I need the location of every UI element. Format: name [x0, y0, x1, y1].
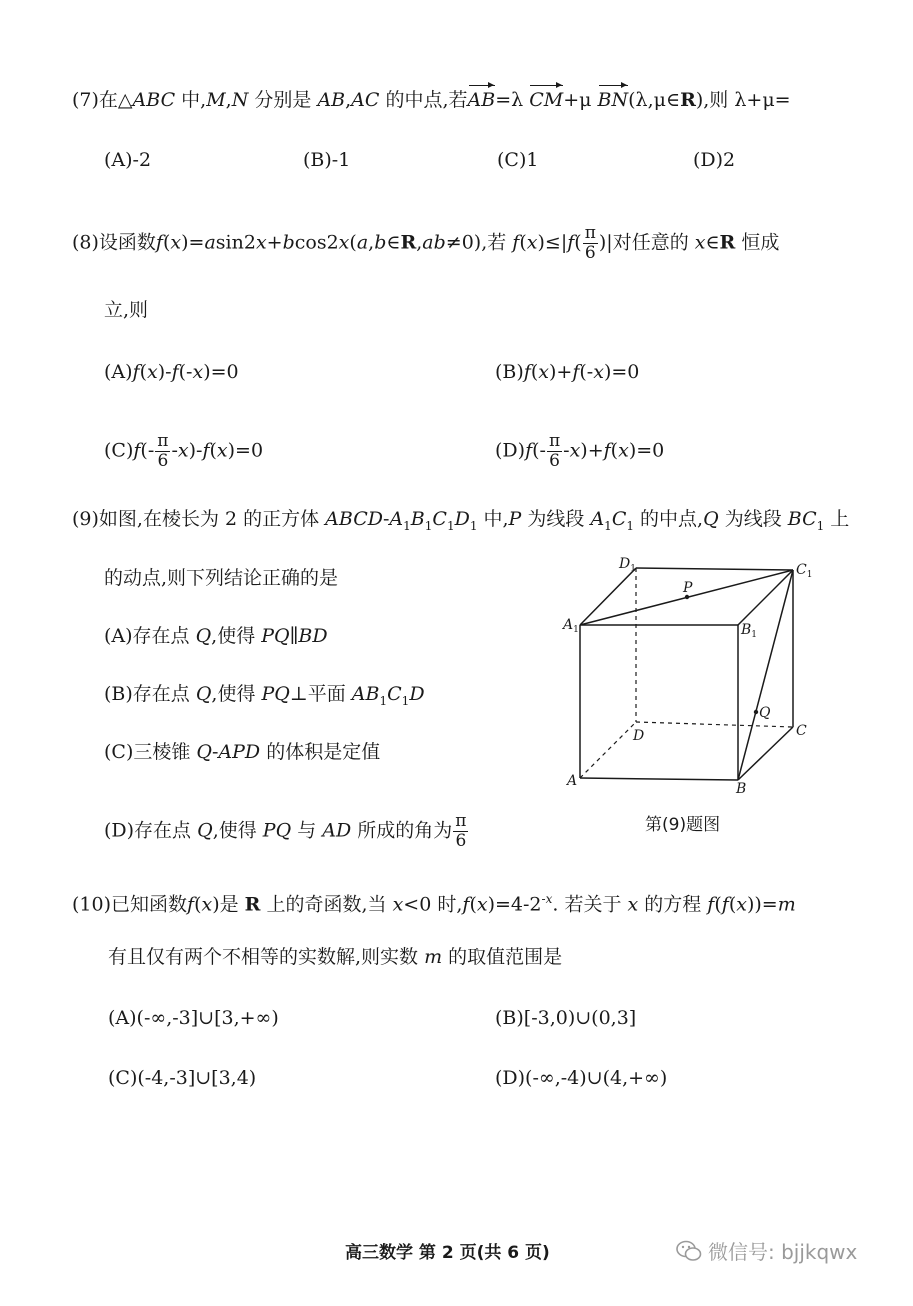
label-c1: $C_1$ [796, 562, 813, 580]
q10-option-c: (C)(-4,-3]∪[3,4) [108, 1067, 257, 1089]
q10-stem-line2: 有且仅有两个不相等的实数解,则实数 m 的取值范围是 [108, 946, 563, 968]
q7-option-a: (A)-2 [104, 149, 152, 171]
label-d: D [633, 728, 645, 744]
segment-bc1 [738, 570, 793, 780]
edge-dc-hidden [636, 722, 793, 727]
q7-stem: (7)在△ABC 中,M,N 分别是 AB,AC 的中点,若AB=λ CM+μ BN(λ,μ∈R),则 λ+μ= [72, 89, 791, 111]
edge-ab [580, 778, 738, 780]
figure-caption: 第(9)题图 [645, 815, 721, 835]
q10-option-b: (B)[-3,0)∪(0,3] [495, 1007, 637, 1029]
q10-stem-line1: (10)已知函数f(x)是 R 上的奇函数,当 x<0 时$,f(x)=4-2^{-x}$. 若关于 x 的方程 f(f(x))=m [72, 892, 796, 916]
q9-option-a: (A)存在点 Q,使得 PQ∥BD [104, 625, 328, 647]
q9-stem-line2: 的动点,则下列结论正确的是 [104, 567, 339, 589]
label-a1: $A_1$ [563, 617, 579, 635]
q7-option-d: (D)2 [693, 149, 736, 171]
point-q [754, 710, 758, 714]
q9-option-c: (C)三棱锥 Q-APD 的体积是定值 [104, 741, 381, 763]
wechat-icon [676, 1240, 702, 1262]
q7-option-c: (C)1 [497, 149, 539, 171]
label-q: Q [759, 705, 771, 721]
label-b: B [736, 781, 747, 797]
q9-option-d: (D)存在点 Q,使得 PQ 与 AD 所成的角为 $\frac{\pi}{6}$ [104, 811, 467, 851]
q7-option-b: (B)-1 [303, 149, 351, 171]
page-footer: 高三数学 第 2 页(共 6 页) [345, 1243, 550, 1263]
q8-stem-line2: 立,则 [104, 299, 149, 321]
q9-option-b: (B)存在点 Q,使得 PQ⊥平面 $AB_1C_1D$ [104, 683, 425, 708]
watermark [676, 1236, 857, 1265]
label-p: P [683, 580, 693, 596]
q8-option-d: (D)f(- $\frac{\pi}{6}$ -x)+f(x)=0 [495, 431, 665, 471]
q8-option-c: (C)f(- $\frac{\pi}{6}$ -x)-f(x)=0 [104, 431, 264, 471]
q8-option-a: (A)f(x)-f(-x)=0 [104, 361, 239, 383]
edge-d1c1 [636, 568, 793, 570]
watermark-text: 微信号: bjjkqwx [708, 1240, 858, 1264]
label-a: A [567, 773, 578, 789]
edge-b1c1 [738, 570, 793, 625]
q8-stem-line1: (8)设函数f(x)=asin2x+bcos2x(a,b∈R,ab≠0),若 f(x)≤|f( $\frac{\pi}{6}$ )|对任意的 x∈R 恒成 [72, 223, 780, 263]
q10-option-d: (D)(-∞,-4)∪(4,+∞) [495, 1067, 668, 1089]
label-d1: $D_1$ [619, 556, 636, 574]
q8-option-b: (B)f(x)+f(-x)=0 [495, 361, 640, 383]
q10-option-a: (A)(-∞,-3]∪[3,+∞) [108, 1007, 279, 1029]
edge-ad-hidden [580, 722, 636, 778]
label-b1: $B_1$ [741, 622, 758, 640]
edge-bc [738, 727, 793, 780]
edge-a1d1 [580, 568, 636, 625]
q9-stem-line1: (9)如图,在棱长为 2 的正方体 ABCD-$A_1B_1C_1D_1$ 中,P 为线段 $A_1C_1$ 的中点,Q 为线段 $BC_1$ 上 [72, 508, 850, 533]
cube-figure [555, 550, 815, 800]
label-c: C [796, 723, 807, 739]
